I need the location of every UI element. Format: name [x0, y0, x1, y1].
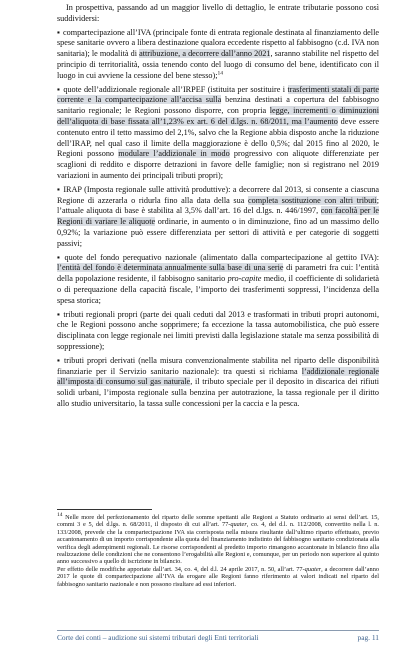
bullet-marker: ▪: [57, 309, 61, 319]
footnotes: [57, 511, 379, 588]
bullet-item: [57, 310, 379, 353]
page-number: pag. 11: [357, 633, 379, 642]
bullet-marker: ▪: [57, 252, 62, 262]
bullet-list: [57, 28, 379, 410]
footnote-text: [57, 511, 379, 566]
main-text: [57, 3, 379, 413]
footer-title: Corte dei conti – audizione sui sistemi tributari degli Enti territoriali: [57, 633, 259, 642]
text-run: , co. 4, del d.l. n. 112/2008, convertito nella l. n. 133/2008, prevede che la compartecipazione IVA sia corrisposta nella misura risultante dall’ultimo riparto effettuato, previo accantonamento di un importo corrispondente alla quota del finanziamento indistinto del fabbisogno sanitario condizionata alla verifica degli adempimenti regionali. Le risorse corrispondenti al predetto importo rimangono accantonate in bilancio fino alla realizzazione delle condizioni che ne consentono l’erogabilità alle Regioni e, comunque, per un periodo non superiore al quinto anno successivo a quello di iscrizione in bilancio.: [57, 521, 379, 566]
bullet-item: [57, 253, 379, 307]
intro-paragraph: In prospettiva, passando ad un maggior livello di dettaglio, le entrate tributarie possono così suddividersi:: [57, 3, 379, 23]
text-run: , saranno stabilite nel rispetto del principio di territorialità, ossia tenendo conto del luogo di consumo del bene, identificato con il luogo in cui avviene la cessione del bene stesso);: [57, 49, 379, 80]
text-run: deve essere contenuto entro il tetto massimo del 2,1%, salvo che la Regione abbia disposto anche la riduzione dell’IRAP, nel qual caso il limite della maggiorazione è dello 0,5%; dal 2015 fino al 2020, le Regioni possono: [57, 116, 379, 159]
footnote-ref: 14: [217, 70, 224, 77]
text-run: ordinarie, in aumento o in diminuzione, fino ad un massimo dello 0,92%; la variazione può essere differenziata per settori di attività e per categorie di soggetti passivi;: [57, 217, 379, 248]
text-run: Nelle more del perfezionamento del riparto delle somme spettanti alle Regioni a Statuto ordinario ai sensi dell’art. 15, commi 3 e 5, del d.lgs. n. 68/2011, il disposto di cui all’art. 77-: [57, 514, 379, 529]
text-run: tributi propri derivati (nella misura convenzionalmente stabilita nel riparto delle disponibilità finanziarie per il Servizio sanitario nazionale): tra questi si richiama: [57, 355, 380, 376]
text-run: compartecipazione all’IVA (principale fonte di entrata regionale destinata al finanziamento delle spese sanitarie ovvero a libera destinazione qualora eccedente rispetto al fabbisogno (c.d. IVA non sanitaria); le modalità di: [57, 27, 379, 59]
highlighted-text: legge, incrementi o diminuzioni dell’aliquota di base fissata all’1,23% ex art. 6 del d.lgs. n. 68/2011, ma l’aumento: [57, 106, 379, 126]
bullet-item: [57, 185, 379, 250]
highlighted-text: trasferimenti statali di parte corrente e la compartecipazione all’accisa sulla: [57, 84, 379, 105]
bullet-item: [57, 28, 379, 82]
footer-divider: [57, 630, 379, 631]
text-run: quater: [304, 565, 322, 573]
highlighted-text: modulare l’addizionale in modo: [118, 149, 230, 159]
text-run: Per effetto delle modifiche apportate dall’art. 34, co. 4, del d.l. 24 aprile 2017, n. 50, all’art. 77-: [57, 565, 305, 573]
page-footer: [57, 633, 379, 642]
bullet-marker: ▪: [57, 355, 61, 365]
text-run: IRAP (Imposta regionale sulle attività produttive): a decorrere dal 2013, si consente a ciascuna Regione di azzerarla o ridurla fino alla data della sua: [57, 184, 380, 205]
highlighted-text: l’entità del fondo è determinata annualmente sulla base di una serie: [57, 263, 284, 273]
text-run: quote dell’addizionale regionale all’IRPEF (istituita per sostituire i: [63, 84, 288, 94]
bullet-item: [57, 85, 379, 182]
text-run: benzina destinati a copertura del fabbisogno sanitario regionale; le Regioni possono disporre, con propria: [57, 95, 379, 116]
text-run: tributi regionali propri (parte dei quali ceduti dal 2013 e trasformati in tributi propri autonomi, che le Regioni possono anche sopprimere; fa eccezione la tassa automobilistica, che può essere disciplinata con legge regionale nei limiti previsti dalla legislazione statale ma senza possibilità di soppressione);: [57, 309, 379, 351]
text-run: quote del fondo perequativo nazionale (alimentato dalla compartecipazione al gettito IVA):: [64, 252, 380, 262]
text-run: pro-capite: [227, 274, 262, 284]
highlighted-text: con facoltà per le Regioni di variare le aliquote: [57, 206, 379, 227]
bullet-marker: ▪: [57, 184, 61, 194]
bullet-item: [57, 356, 379, 410]
bullet-marker: ▪: [57, 27, 60, 37]
highlighted-text: completa sostituzione con altri tributi: [248, 195, 377, 205]
text-run: di parametri fra cui: l’entità della popolazione residente, il fabbisogno sanitario: [57, 263, 379, 284]
bullet-marker: ▪: [57, 84, 61, 94]
footnote-text: [57, 566, 379, 588]
highlighted-text: attribuzione, a decorrere dall’anno 2021: [139, 49, 271, 59]
text-run: , il tributo speciale per il deposito in discarica dei rifiuti solidi urbani, l’imposta regionale sulla benzina per autotrazione, la tassa regionale per il diritto allo studio universitario, la tassa sulle concessioni per la caccia e la pesca.: [57, 377, 379, 408]
text-run: quater: [230, 521, 247, 529]
footnote-separator: [57, 509, 152, 510]
text-run: , a decorrere dall’anno 2017 le quote di compartecipazione all’IVA da erogare alle Regioni fanno riferimento ai valori indicati nel riparto del fabbisogno sanitario nazionale e non possono risultare ad essi inferiori.: [57, 565, 379, 588]
highlighted-text: l’addizionale regionale all’imposta di consumo sul gas naturale: [57, 366, 379, 387]
text-run: progressivo con aliquote differenziate per scaglioni di reddito e disporre detrazioni in favore delle famiglie; non si registrano nel 2019 variazioni in aumento dei principali tributi propri);: [57, 149, 379, 180]
footnote-number: 14: [57, 511, 63, 518]
text-run: ; l’attuale aliquota di base è stabilita al 3,5% dall’art. 16 del d.lgs. n. 446/1997,: [57, 195, 379, 216]
text-run: medio, il coefficiente di solidarietà o di perequazione della capacità fiscale, l’importo dei trasferimenti soppressi, l’incidenza della spesa storica;: [57, 274, 379, 305]
